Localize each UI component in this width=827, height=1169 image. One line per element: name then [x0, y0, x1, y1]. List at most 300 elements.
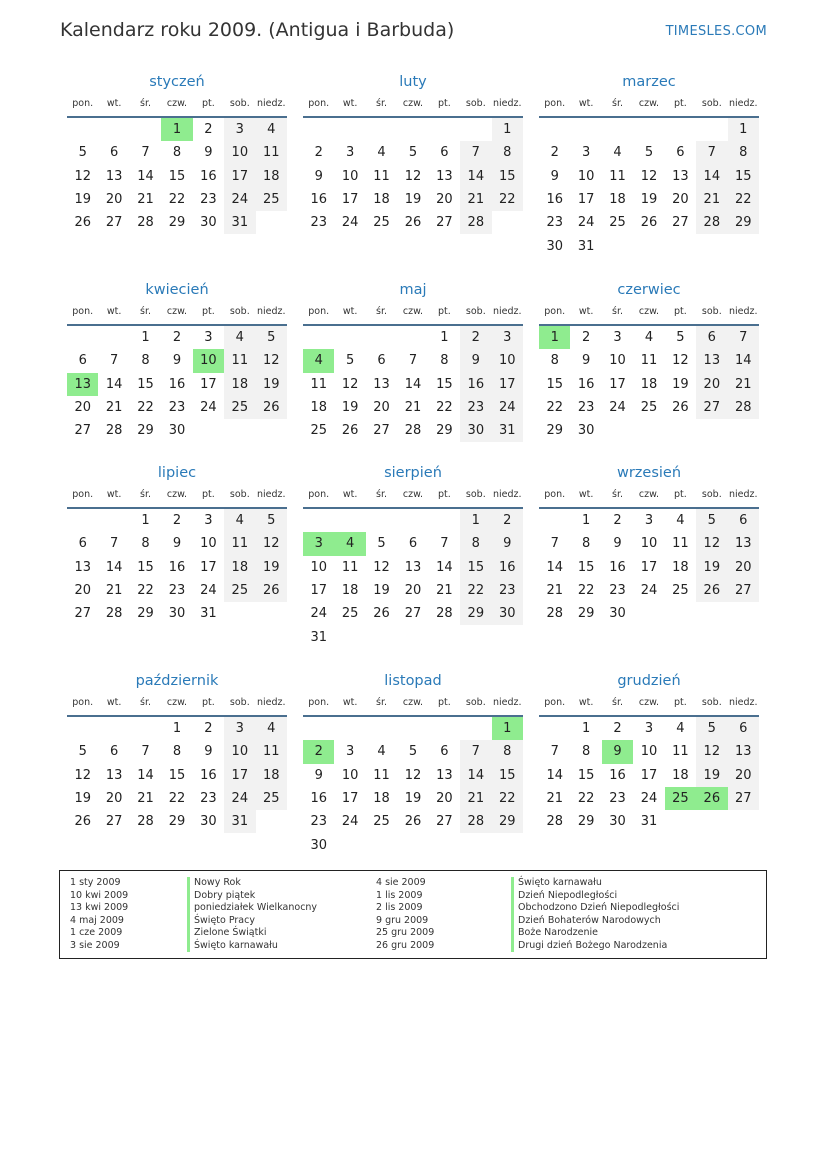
day-cell: 2	[613, 513, 622, 529]
day-cell: 11	[373, 168, 390, 184]
day-cell: 14	[105, 376, 123, 392]
month-name: lipiec	[157, 465, 197, 481]
day-cell: 7	[550, 744, 559, 760]
weekday-header: czw.	[633, 306, 664, 325]
day-cell: 26	[696, 787, 727, 810]
day-cell: 23	[168, 583, 186, 599]
legend-holiday-name: Dzień Niepodległości	[511, 890, 679, 903]
day-cell: 6	[728, 716, 759, 740]
day-cell: 15	[546, 376, 563, 392]
day-cell: 26	[404, 814, 422, 830]
month-grid	[539, 489, 759, 625]
day-cell: 31	[577, 238, 595, 254]
empty-cell	[665, 117, 696, 141]
month-grid	[303, 697, 523, 857]
day-cell: 10	[224, 740, 255, 763]
day-cell: 10	[492, 349, 523, 372]
day-cell: 2	[204, 721, 213, 737]
day-cell: 27	[696, 396, 727, 419]
weekday-header: wt.	[98, 697, 129, 716]
weekday-header: pt.	[665, 98, 696, 117]
day-cell: 10	[341, 168, 359, 184]
day-cell: 26	[256, 396, 287, 419]
day-cell: 24	[200, 400, 217, 416]
month-grid	[67, 306, 287, 442]
day-cell: 3	[613, 330, 622, 346]
day-cell: 31	[224, 211, 255, 234]
day-cell: 25	[640, 400, 658, 416]
day-cell: 13	[67, 373, 98, 396]
empty-cell	[256, 419, 287, 442]
day-cell: 7	[460, 740, 491, 763]
day-cell: 2	[172, 513, 182, 529]
day-cell: 21	[105, 583, 123, 599]
day-cell: 11	[224, 532, 255, 555]
day-cell: 20	[728, 556, 759, 579]
day-cell: 21	[546, 583, 563, 599]
day-cell: 30	[577, 423, 595, 439]
empty-cell	[303, 508, 334, 532]
day-cell: 29	[137, 423, 154, 439]
day-cell: 29	[460, 602, 491, 625]
day-cell: 5	[256, 508, 287, 532]
day-cell: 10	[310, 559, 327, 575]
day-cell: 5	[676, 330, 685, 346]
day-cell: 16	[609, 559, 626, 575]
day-cell: 13	[404, 559, 422, 575]
day-cell: 15	[577, 559, 595, 575]
day-cell: 9	[602, 740, 633, 763]
day-cell: 21	[460, 188, 491, 211]
month-block	[67, 671, 287, 833]
day-cell: 29	[577, 606, 595, 622]
empty-cell	[67, 508, 98, 532]
weekday-header: pon.	[539, 98, 570, 117]
day-cell: 28	[105, 423, 123, 439]
day-cell: 17	[200, 559, 217, 575]
weekday-header: niedz.	[728, 306, 759, 325]
day-cell: 8	[492, 141, 523, 164]
day-cell: 22	[728, 188, 759, 211]
day-cell: 19	[74, 791, 91, 807]
empty-cell	[67, 325, 98, 349]
day-cell: 27	[105, 814, 123, 830]
day-cell: 21	[404, 400, 422, 416]
weekday-header: niedz.	[256, 697, 287, 716]
day-cell: 4	[224, 508, 255, 532]
day-cell: 9	[204, 744, 213, 760]
day-cell: 12	[404, 767, 422, 783]
day-cell: 27	[728, 787, 759, 810]
weekday-header: wt.	[98, 306, 129, 325]
day-cell: 1	[539, 325, 570, 349]
weekday-header: czw.	[161, 98, 192, 117]
weekday-header: pt.	[665, 306, 696, 325]
weekday-header: sob.	[224, 489, 255, 508]
day-cell: 9	[172, 536, 182, 552]
day-cell: 16	[168, 376, 186, 392]
month-grid	[539, 306, 759, 442]
month-name: listopad	[384, 673, 442, 689]
day-cell: 25	[373, 814, 390, 830]
day-cell: 31	[200, 606, 217, 622]
day-cell: 18	[373, 791, 390, 807]
legend-date: 10 kwi 2009	[70, 889, 129, 901]
day-cell: 3	[644, 513, 654, 529]
legend-holiday-name: Święto Pracy	[187, 915, 317, 928]
day-cell: 17	[577, 192, 595, 208]
day-cell: 14	[546, 559, 563, 575]
day-cell: 3	[345, 744, 355, 760]
day-cell: 20	[404, 583, 422, 599]
weekday-header: śr.	[602, 489, 633, 508]
legend-holiday-name: Dzień Bohaterów Narodowych	[511, 915, 679, 928]
day-cell: 22	[137, 583, 154, 599]
day-cell: 26	[74, 814, 91, 830]
day-cell: 30	[609, 606, 626, 622]
day-cell: 6	[78, 353, 87, 369]
day-cell: 21	[728, 373, 759, 396]
day-cell: 8	[550, 353, 559, 369]
day-cell: 26	[404, 215, 422, 231]
day-cell: 20	[105, 791, 123, 807]
empty-cell	[334, 508, 365, 532]
legend-date: 13 kwi 2009	[70, 902, 129, 913]
weekday-header: czw.	[161, 697, 192, 716]
day-cell: 3	[345, 145, 355, 161]
empty-cell	[728, 602, 759, 625]
month-name: październik	[135, 673, 219, 689]
day-cell: 12	[256, 349, 287, 372]
day-cell: 15	[460, 556, 491, 579]
day-cell: 29	[436, 423, 453, 439]
day-cell: 16	[310, 791, 327, 807]
empty-cell	[334, 833, 365, 856]
day-cell: 17	[640, 767, 658, 783]
legend-date: 25 gru 2009	[376, 927, 435, 938]
day-cell: 7	[460, 141, 491, 164]
day-cell: 22	[492, 787, 523, 810]
day-cell: 13	[436, 767, 453, 783]
empty-cell	[728, 234, 759, 257]
day-cell: 19	[696, 764, 727, 787]
day-cell: 28	[546, 814, 563, 830]
day-cell: 13	[105, 168, 123, 184]
month-block	[539, 463, 759, 625]
day-cell: 23	[609, 583, 626, 599]
empty-cell	[67, 117, 98, 141]
month-grid	[67, 98, 287, 234]
day-cell: 14	[460, 165, 491, 188]
day-cell: 26	[640, 215, 658, 231]
weekday-header: niedz.	[728, 98, 759, 117]
page-title: Kalendarz roku 2009. (Antigua i Barbuda)	[60, 19, 455, 41]
day-cell: 20	[436, 791, 453, 807]
day-cell: 20	[728, 764, 759, 787]
month-block	[539, 72, 759, 258]
empty-cell	[98, 325, 129, 349]
empty-cell	[366, 833, 397, 856]
day-cell: 11	[672, 744, 689, 760]
empty-cell	[633, 419, 664, 442]
empty-cell	[303, 117, 334, 141]
day-cell: 22	[546, 400, 563, 416]
day-cell: 2	[613, 721, 622, 737]
month-name: luty	[399, 74, 427, 90]
day-cell: 15	[137, 559, 154, 575]
month-block	[67, 280, 287, 442]
day-cell: 9	[460, 349, 491, 372]
weekday-header: sob.	[460, 98, 491, 117]
empty-cell	[728, 419, 759, 442]
empty-cell	[334, 325, 365, 349]
day-cell: 27	[404, 606, 422, 622]
day-cell: 14	[546, 767, 563, 783]
day-cell: 27	[373, 423, 390, 439]
day-cell: 15	[492, 165, 523, 188]
empty-cell	[492, 833, 523, 856]
empty-cell	[665, 419, 696, 442]
day-cell: 7	[141, 145, 150, 161]
weekday-header: pt.	[429, 98, 460, 117]
day-cell: 16	[577, 376, 595, 392]
day-cell: 22	[460, 579, 491, 602]
day-cell: 20	[672, 192, 689, 208]
day-cell: 8	[172, 145, 182, 161]
weekday-header: wt.	[334, 489, 365, 508]
empty-cell	[366, 625, 397, 648]
weekday-header: wt.	[98, 489, 129, 508]
day-cell: 29	[577, 814, 595, 830]
weekday-header: pon.	[67, 98, 98, 117]
day-cell: 9	[314, 767, 323, 783]
empty-cell	[397, 508, 428, 532]
day-cell: 9	[550, 168, 559, 184]
day-cell: 13	[74, 559, 91, 575]
day-cell: 4	[377, 744, 386, 760]
weekday-header: śr.	[366, 98, 397, 117]
legend-holiday-name: Dobry piątek	[187, 890, 317, 903]
day-cell: 7	[728, 325, 759, 349]
month-grid	[67, 697, 287, 833]
weekday-header: niedz.	[492, 306, 523, 325]
day-cell: 30	[609, 814, 626, 830]
day-cell: 18	[341, 583, 359, 599]
day-cell: 12	[74, 168, 91, 184]
day-cell: 24	[224, 787, 255, 810]
day-cell: 11	[256, 740, 287, 763]
day-cell: 24	[200, 583, 217, 599]
legend-date: 3 sie 2009	[70, 939, 120, 951]
month-block	[303, 72, 523, 234]
weekday-header: sob.	[460, 489, 491, 508]
day-cell: 2	[204, 122, 213, 138]
weekday-header: pon.	[303, 98, 334, 117]
day-cell: 25	[665, 787, 696, 810]
empty-cell	[256, 602, 287, 625]
day-cell: 28	[137, 215, 154, 231]
day-cell: 5	[78, 744, 87, 760]
weekday-header: sob.	[696, 306, 727, 325]
day-cell: 22	[577, 583, 595, 599]
empty-cell	[303, 716, 334, 740]
month-name: czerwiec	[617, 282, 681, 298]
day-cell: 5	[256, 325, 287, 349]
day-cell: 19	[373, 583, 390, 599]
day-cell: 4	[644, 330, 654, 346]
day-cell: 4	[256, 117, 287, 141]
day-cell: 25	[672, 583, 689, 599]
empty-cell	[98, 716, 129, 740]
day-cell: 6	[440, 145, 449, 161]
day-cell: 19	[404, 192, 422, 208]
weekday-header: wt.	[570, 697, 601, 716]
day-cell: 3	[644, 721, 654, 737]
day-cell: 5	[78, 145, 87, 161]
weekday-header: niedz.	[492, 697, 523, 716]
day-cell: 18	[373, 192, 390, 208]
empty-cell	[397, 117, 428, 141]
weekday-header: niedz.	[492, 98, 523, 117]
day-cell: 24	[341, 814, 359, 830]
month-name: wrzesień	[616, 465, 682, 481]
day-cell: 14	[460, 764, 491, 787]
day-cell: 18	[256, 764, 287, 787]
day-cell: 13	[728, 532, 759, 555]
day-cell: 26	[373, 606, 390, 622]
day-cell: 19	[256, 556, 287, 579]
day-cell: 14	[436, 559, 453, 575]
empty-cell	[539, 508, 570, 532]
empty-cell	[492, 211, 523, 234]
weekday-header: sob.	[696, 489, 727, 508]
day-cell: 10	[577, 168, 595, 184]
day-cell: 2	[581, 330, 591, 346]
day-cell: 30	[168, 423, 186, 439]
day-cell: 9	[613, 536, 622, 552]
day-cell: 4	[224, 325, 255, 349]
day-cell: 10	[640, 744, 658, 760]
day-cell: 3	[224, 117, 255, 141]
day-cell: 14	[696, 165, 727, 188]
empty-cell	[256, 211, 287, 234]
day-cell: 24	[577, 215, 595, 231]
day-cell: 24	[609, 400, 626, 416]
day-cell: 26	[696, 579, 727, 602]
site-link[interactable]: TIMESLES.COM	[665, 24, 767, 39]
weekday-header: wt.	[98, 98, 129, 117]
day-cell: 1	[161, 117, 192, 141]
day-cell: 4	[676, 721, 685, 737]
weekday-header: czw.	[397, 306, 428, 325]
day-cell: 24	[640, 583, 658, 599]
day-cell: 8	[141, 536, 150, 552]
day-cell: 16	[200, 168, 217, 184]
day-cell: 19	[74, 192, 91, 208]
day-cell: 29	[546, 423, 563, 439]
day-cell: 5	[377, 536, 386, 552]
day-cell: 12	[256, 532, 287, 555]
legend-holiday-name: Drugi dzień Bożego Narodzenia	[511, 940, 679, 953]
weekday-header: śr.	[130, 98, 161, 117]
weekday-header: niedz.	[728, 697, 759, 716]
legend-date: 26 gru 2009	[376, 939, 435, 951]
legend-names-right	[511, 877, 679, 952]
day-cell: 22	[436, 400, 453, 416]
day-cell: 18	[224, 556, 255, 579]
day-cell: 4	[613, 145, 622, 161]
day-cell: 12	[696, 532, 727, 555]
weekday-header: pon.	[67, 489, 98, 508]
month-block	[303, 671, 523, 857]
day-cell: 4	[676, 513, 685, 529]
empty-cell	[460, 117, 491, 141]
legend-names-left	[187, 877, 317, 952]
empty-cell	[602, 419, 633, 442]
day-cell: 29	[728, 211, 759, 234]
legend-dates-right	[376, 877, 434, 952]
day-cell: 29	[492, 810, 523, 833]
day-cell: 19	[341, 400, 359, 416]
month-block	[67, 463, 287, 625]
day-cell: 30	[168, 606, 186, 622]
day-cell: 6	[696, 325, 727, 349]
day-cell: 8	[440, 353, 449, 369]
day-cell: 30	[310, 837, 327, 853]
day-cell: 8	[141, 353, 150, 369]
legend-dates-left	[70, 877, 128, 952]
day-cell: 16	[546, 192, 563, 208]
day-cell: 6	[728, 508, 759, 532]
day-cell: 3	[204, 330, 213, 346]
empty-cell	[366, 716, 397, 740]
empty-cell	[224, 602, 255, 625]
weekday-header: śr.	[602, 98, 633, 117]
empty-cell	[334, 716, 365, 740]
day-cell: 6	[78, 536, 87, 552]
day-cell: 26	[672, 400, 689, 416]
day-cell: 30	[200, 814, 217, 830]
empty-cell	[334, 625, 365, 648]
day-cell: 24	[224, 188, 255, 211]
day-cell: 17	[310, 583, 327, 599]
weekday-header: pt.	[429, 489, 460, 508]
day-cell: 3	[492, 325, 523, 349]
day-cell: 14	[137, 767, 154, 783]
day-cell: 19	[696, 556, 727, 579]
day-cell: 30	[492, 602, 523, 625]
weekday-header: pon.	[67, 697, 98, 716]
day-cell: 17	[492, 373, 523, 396]
day-cell: 5	[644, 145, 654, 161]
day-cell: 22	[137, 400, 154, 416]
empty-cell	[67, 716, 98, 740]
day-cell: 13	[436, 168, 453, 184]
day-cell: 23	[168, 400, 186, 416]
day-cell: 2	[460, 325, 491, 349]
day-cell: 21	[436, 583, 453, 599]
day-cell: 17	[640, 559, 658, 575]
day-cell: 21	[137, 791, 154, 807]
day-cell: 28	[696, 211, 727, 234]
day-cell: 18	[609, 192, 626, 208]
day-cell: 31	[640, 814, 658, 830]
day-cell: 25	[224, 579, 255, 602]
day-cell: 25	[341, 606, 359, 622]
day-cell: 14	[728, 349, 759, 372]
empty-cell	[460, 625, 491, 648]
empty-cell	[696, 810, 727, 833]
